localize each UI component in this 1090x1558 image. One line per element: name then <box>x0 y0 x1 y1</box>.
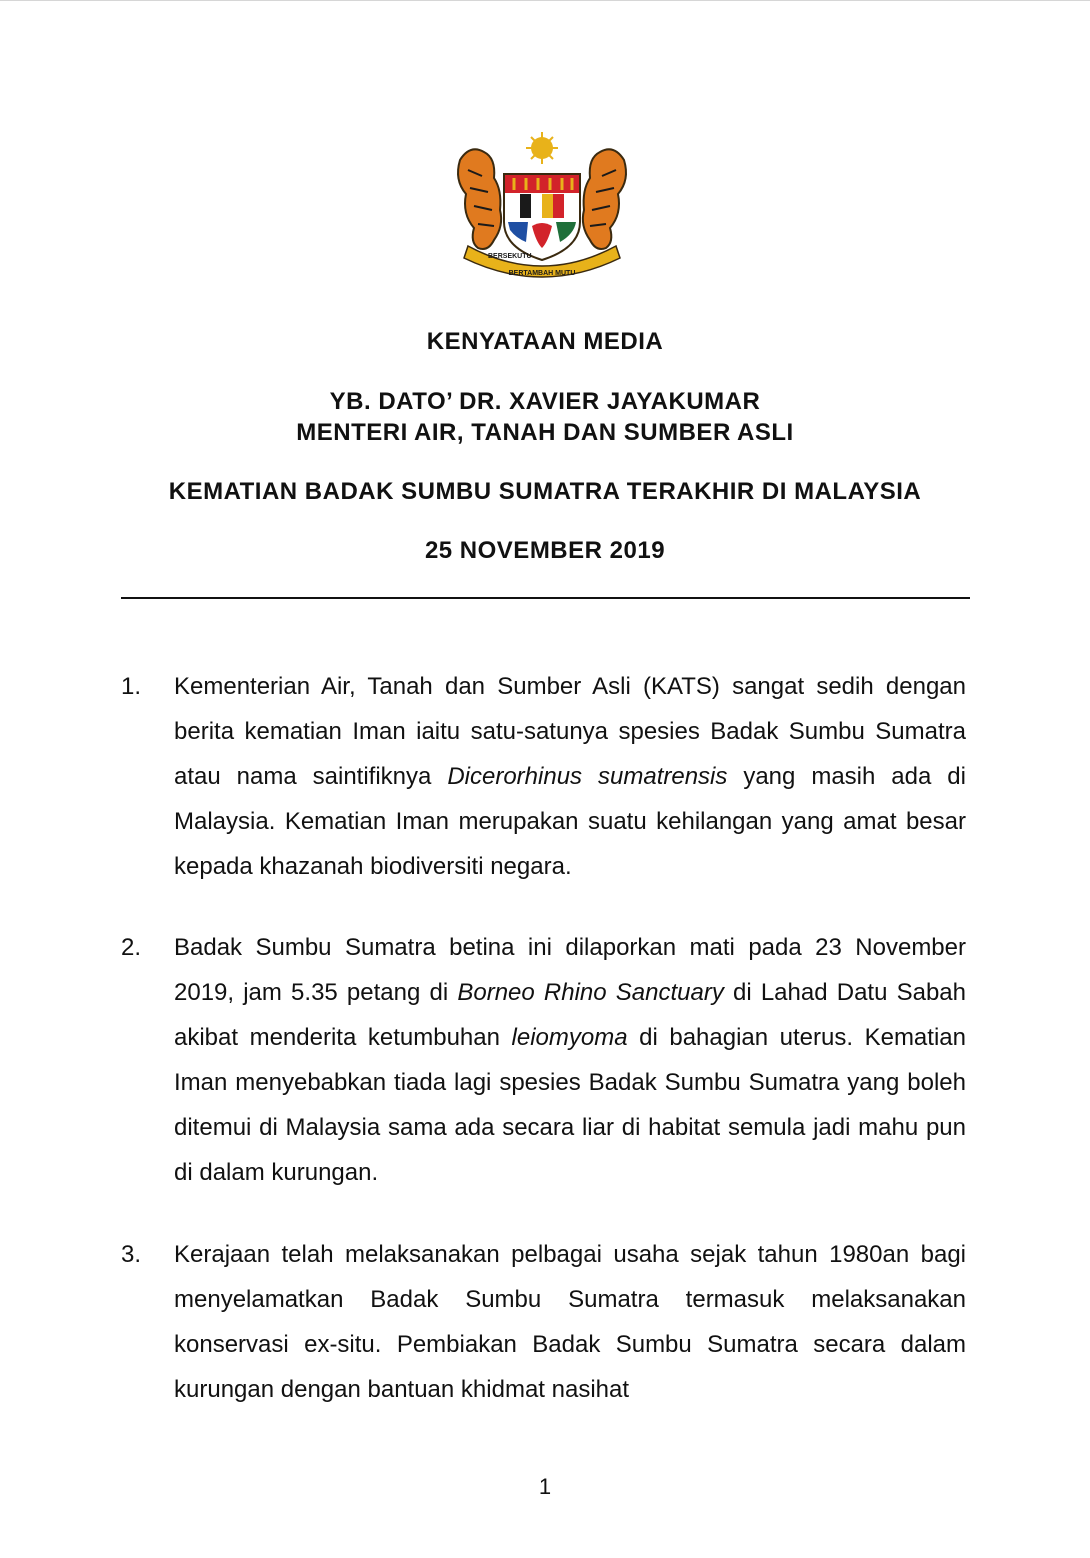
paragraph-number: 3. <box>121 1241 142 1268</box>
left-tiger-icon <box>458 149 501 249</box>
statement-date: 25 NOVEMBER 2019 <box>424 537 666 564</box>
shield-yellow-stripe <box>542 194 553 218</box>
motto-bottom-text: BERTAMBAH MUTU <box>508 270 576 277</box>
paragraph-number: 2. <box>121 934 142 961</box>
statement-subject: KEMATIAN BADAK SUMBU SUMATRA TERAKHIR DI MALAYSIA <box>168 478 922 505</box>
document-title: KENYATAAN MEDIA <box>426 328 664 355</box>
minister-name: YB. DATO’ DR. XAVIER JAYAKUMAR <box>329 388 761 415</box>
paragraph-3 <box>121 1232 966 1412</box>
minister-block <box>0 386 1090 448</box>
scientific-name: Dicerorhinus sumatrensis <box>447 763 728 790</box>
paragraph-text: Badak Sumbu Sumatra betina ini dilaporkan mati pada 23 November 2019, jam 5.35 petang di Borneo Rhino Sanctuary di Lahad Datu Sabah akibat menderita ketumbuhan leiomyoma di bahagian uterus. Kematian Iman menyebabkan tiada lagi spesies Badak Sumbu Sumatra yang boleh ditemui di Malaysia sama ada secara liar di habitat semula jadi mahu pun di dalam kurungan. <box>174 934 966 1186</box>
shield-black-stripe <box>520 194 531 218</box>
shield-white-stripe <box>531 194 542 218</box>
page-number: 1 <box>538 1474 552 1499</box>
coat-of-arms-icon <box>448 130 636 282</box>
star-rays <box>526 132 558 164</box>
tumour-name: leiomyoma <box>511 1024 628 1051</box>
page-top-edge <box>0 0 1090 1</box>
sanctuary-name: Borneo Rhino Sanctuary <box>457 979 724 1006</box>
shield-top-band <box>505 175 579 193</box>
motto-left-text: BERSEKUTU <box>488 253 532 260</box>
right-tiger-icon <box>583 149 626 249</box>
paragraph-text: Kementerian Air, Tanah dan Sumber Asli (KATS) sangat sedih dengan berita kematian Iman iaitu satu-satunya spesies Badak Sumbu Sumatra atau nama saintifiknya Dicerorhinus sumatrensis yang masih ada di Malaysia. Kematian Iman merupakan suatu kehilangan yang amat besar kepada khazanah biodiversiti negara. <box>174 673 966 880</box>
paragraph-number: 1. <box>121 673 142 700</box>
paragraph-text: Kerajaan telah melaksanakan pelbagai usaha sejak tahun 1980an bagi menyelamatkan Badak Sumbu Sumatra termasuk melaksanakan konservasi ex-situ. Pembiakan Badak Sumbu Sumatra secara dalam kurungan dengan bantuan khidmat nasihat <box>174 1241 966 1403</box>
paragraph-1 <box>121 664 966 889</box>
paragraph-2 <box>121 925 966 1195</box>
shield-red-stripe <box>553 194 564 218</box>
minister-post: MENTERI AIR, TANAH DAN SUMBER ASLI <box>296 419 794 446</box>
header-divider <box>121 597 970 599</box>
